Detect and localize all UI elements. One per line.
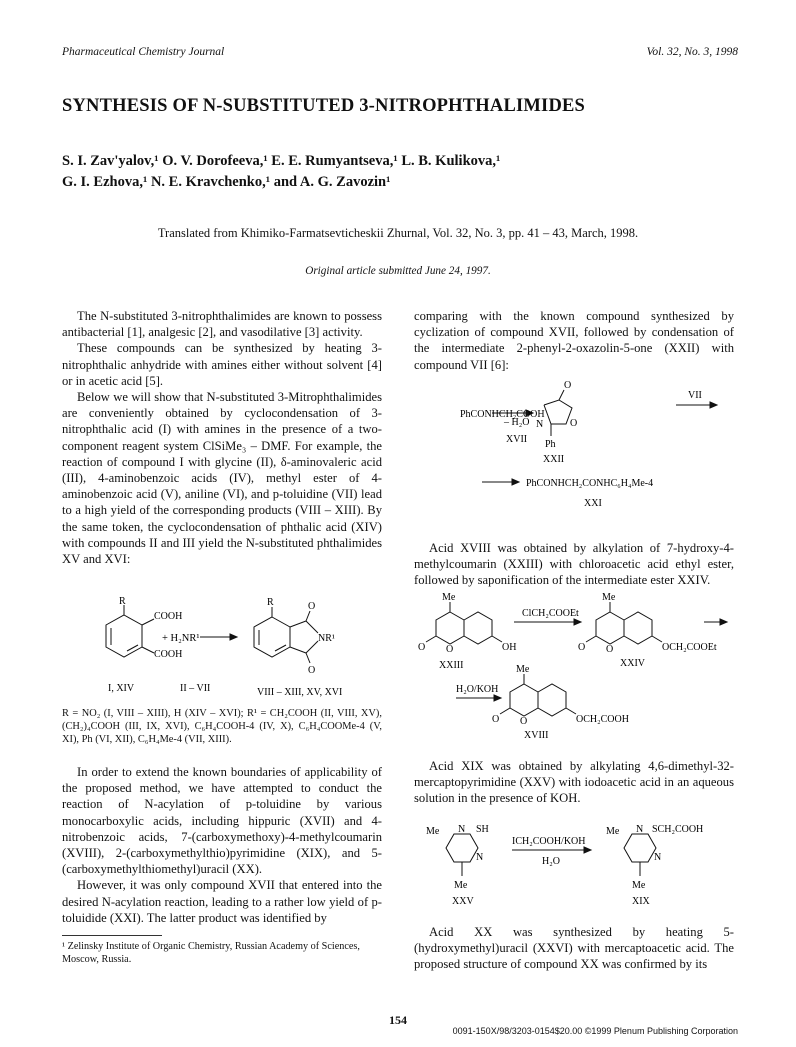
compound-label: I, XIV [108, 683, 135, 694]
methyl-label: Me [442, 592, 456, 603]
footnote-rule [62, 935, 162, 936]
left-column-top [62, 308, 382, 567]
translation-note: Translated from Khimiko-Farmatsevticheskii Zhurnal, Vol. 32, No. 3, pp. 41 – 43, March, 1998. [157, 226, 639, 240]
compound-label: XVII [506, 434, 528, 445]
imide-nr: NR¹ [318, 633, 335, 644]
scheme-caption: R = NO₂ (I, VIII – XIII), H (XIV – XVI); R¹ = CH₂COOH (II, VIII, XV), (CH₂)₄COOH (III, IX, XVI), C₆H₄COOH-4 (IV, X), C₆H₄COOMe-4 (V, XI), Ph (VI, XII), C₆H₄Me-4 (VII, XIII). [62, 708, 382, 746]
carbonyl-o: O [564, 380, 572, 391]
footnote: ¹ Zelinsky Institute of Organic Chemistry, Russian Academy of Sciences, Moscow, Russia. [62, 941, 360, 965]
carbonyl-o: O [492, 714, 500, 725]
author-line-2: G. I. Ezhova,¹ N. E. Kravchenko,¹ and A. G. Zavozin¹ [62, 174, 391, 190]
cooh-label: COOH [154, 611, 183, 622]
hippuric-acid: PhCONHCH₂COOH [460, 409, 545, 420]
submission-date: Original article submitted June 24, 1997. [305, 265, 491, 277]
methyl-label: Me [454, 880, 468, 891]
phenyl-label: Ph [545, 439, 556, 450]
compound-label: XXV [452, 896, 474, 907]
pyrimidine-scheme [414, 818, 734, 908]
author-line-1: S. I. Zav'yalov,¹ O. V. Dorofeeva,¹ E. E. Rumyantseva,¹ L. B. Kulikova,¹ [62, 153, 501, 169]
ring-n: N [654, 852, 662, 863]
ring-n: N [636, 824, 644, 835]
compound-label: XXI [584, 498, 602, 509]
author-list [62, 151, 682, 193]
paragraph: However, it was only compound XVII that entered into the desired N-acylation reaction, leading to a rather low yield of p-toluidide (XXI). The latter product was identified by [62, 878, 382, 925]
compound-label: XXIV [620, 658, 645, 669]
methyl-label: Me [426, 826, 440, 837]
ring-n: N [458, 824, 466, 835]
volume-info: Vol. 32, No. 3, 1998 [646, 46, 738, 58]
paper-title: SYNTHESIS OF N-SUBSTITUTED 3-NITROPHTHALIMIDES [62, 96, 586, 116]
substituent-r: R [267, 597, 274, 608]
paragraph: comparing with the known compound synthesized by cyclization of compound XVII, followed by condensation of the intermediate 2-phenyl-2-oxazolin-5-one (XXII) with compound VII [6]: [414, 309, 734, 372]
right-column-mid [414, 540, 734, 589]
compound-label: XXII [543, 454, 565, 465]
compound-label: XIX [632, 896, 650, 907]
phthalimide-scheme [62, 595, 382, 705]
left-column-bottom [62, 764, 382, 926]
coumarin-scheme [414, 590, 734, 740]
hydroxyl-label: OH [502, 642, 517, 653]
compound-label: XXIII [439, 660, 464, 671]
thiol-label: SH [476, 824, 489, 835]
methyl-label: Me [606, 826, 620, 837]
toluidide-product: PhCONHCH₂CONHC₆H₄Me-4 [526, 478, 654, 489]
dehydration-label: – H₂O [504, 417, 530, 428]
paragraph: These compounds can be synthesized by heating 3-nitrophthalic anhydride with amines either without solvent [4] or in acetic acid [5]. [62, 341, 382, 388]
alkylation-reagent: ICH₂COOH/KOH [512, 836, 586, 847]
paragraph: In order to extend the known boundaries of applicability of the proposed method, we have attempted to conduct the reaction of N-acylation of p-toluidine by various monocarboxylic acids, including hippuric (XVII) and 4-nitrobenzoic acids, 7-(carboxymethoxy)-4-methylcoumarin (XVIII), 2-(carboxymethylthio)pyrimidine (XIX), and 5-(carboxymethylthiomethyl)uracil (XX). [62, 765, 382, 877]
ring-o: O [520, 716, 528, 727]
methyl-label: Me [516, 664, 530, 675]
amine-reagent: + H₂NR¹ [162, 633, 200, 644]
ring-o: O [606, 644, 614, 655]
carbonyl-o: O [418, 642, 426, 653]
ester-group: OCH₂COOEt [662, 642, 717, 653]
compound-label: VIII – XIII, XV, XVI [257, 687, 343, 698]
substituent-r: R [119, 596, 126, 607]
paragraph: Acid XIX was obtained by alkylating 4,6-dimethyl-32-mercaptopyrimidine (XXV) with iodoacetic acid in an aqueous solution in the presence of KOH. [414, 759, 734, 806]
saponification-reagent: H₂O/KOH [456, 684, 499, 695]
oxazolinone-scheme [414, 378, 734, 518]
paragraph: Acid XVIII was obtained by alkylation of 7-hydroxy-4-methylcoumarin (XXIII) with chloroacetic acid ethyl ester, followed by saponification of the intermediate ester XXIV. [414, 541, 734, 588]
cooh-label: COOH [154, 649, 183, 660]
right-column-top [414, 308, 734, 373]
thioacid-group: SCH₂COOH [652, 824, 704, 835]
ring-o: O [446, 644, 454, 655]
solvent-label: H₂O [542, 856, 560, 867]
page-number: 154 [389, 1013, 407, 1027]
methyl-label: Me [602, 592, 616, 603]
paragraph: Acid XX was synthesized by heating 5-(hydroxymethyl)uracil (XXVI) with mercaptoacetic acid. The proposed structure of compound XX was confirmed by its [414, 925, 734, 972]
ring-n: N [536, 419, 544, 430]
paragraph: The N-substituted 3-nitrophthalimides are known to possess antibacterial [1], analgesic [2], and vasodilative [3] activity. [62, 309, 382, 340]
right-column-mid2 [414, 758, 734, 807]
copyright-line: 0091-150X/98/3203-0154$20.00 ©1999 Plenum Publishing Corporation [452, 1026, 738, 1036]
ring-n: N [476, 852, 484, 863]
carbonyl-o: O [308, 601, 316, 612]
alkylation-reagent: ClCH₂COOEt [522, 608, 579, 619]
acid-group: OCH₂COOH [576, 714, 629, 725]
journal-name: Pharmaceutical Chemistry Journal [62, 46, 225, 58]
right-column-bottom [414, 924, 734, 973]
compound-label: II – VII [180, 683, 211, 694]
carbonyl-o: O [578, 642, 586, 653]
reagent-vii: VII [688, 390, 702, 401]
paragraph: Below we will show that N-substituted 3-Mitrophthalimides are conveniently obtained by cyclocondensation of 3-nitrophthalic acid (I) with amines in the presence of a two-component reagent system ClSiMe₃ – DMF. For example, the reaction of compound I with glycine (II), δ-aminovaleric acid (III), 4-aminobenzoic acids (IV), methyl ester of 4-aminobenzoic acid (V), aniline (VI), and p-toluidine (VII) lead to a high yield of the corresponding products (VIII – XIII). By the same token, the cyclocondensation of phthalic acid (XIV) with compounds II and III yield the N-substituted phthalimides XV and XVI: [62, 390, 382, 567]
carbonyl-o: O [308, 665, 316, 676]
ring-o: O [570, 418, 578, 429]
compound-label: XVIII [524, 730, 549, 740]
methyl-label: Me [632, 880, 646, 891]
